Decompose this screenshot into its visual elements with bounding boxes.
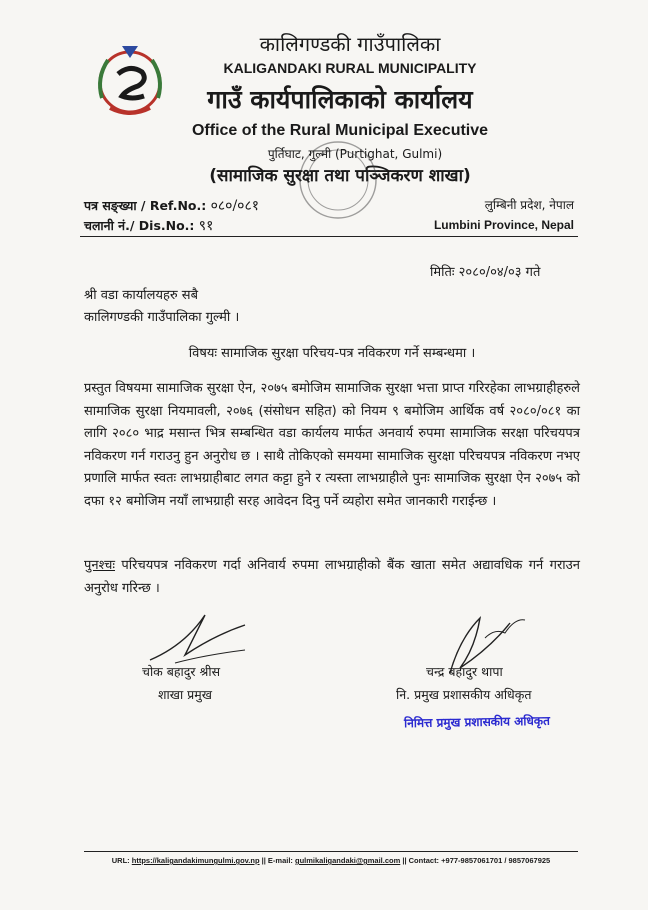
ref-label: पत्र सङ्ख्या / Ref.No.: bbox=[84, 198, 207, 213]
postscript bbox=[84, 555, 580, 600]
letter-date: मितिः २०८०/०४/०३ गते bbox=[430, 265, 541, 280]
postscript-text: परिचयपत्र नविकरण गर्दा अनिवार्य रुपमा लाभग्राहीको बैंक खाता समेत अद्यावधिक गर्न गराउन अनुरोध गरिन्छ । bbox=[84, 558, 580, 596]
signatory-1-title: शाखा प्रमुख bbox=[158, 687, 212, 702]
signature-left bbox=[145, 605, 255, 665]
addressee-line-2: कालिगण्डकी गाउँपालिका गुल्मी । bbox=[84, 310, 240, 325]
office-name-en: Office of the Rural Municipal Executive bbox=[191, 122, 489, 139]
designation-stamp: निमित्त प्रमुख प्रशासकीय अधिकृत bbox=[403, 713, 551, 731]
office-name-np: गाउँ कार्यपालिकाको कार्यालय bbox=[207, 85, 473, 114]
footer-contact-text: || Contact: +977-9857061701 / 9857067925 bbox=[400, 856, 551, 865]
postscript-label: पुनश्चः bbox=[84, 558, 116, 573]
municipality-name-en: KALIGANDAKI RURAL MUNICIPALITY bbox=[223, 60, 477, 76]
body-paragraph: प्रस्तुत विषयमा सामाजिक सुरक्षा ऐन, २०७५ बमोजिम सामाजिक सुरक्षा भत्ता प्राप्त गरिरहेका लाभग्राहीहरुले सामाजिक सुरक्षा नियमावली, २०७६ (संसोधन सहित) को नियम ९ बमोजिम आर्थिक वर्ष २०८०/०८१ का लागि २०८० भाद्र मसान्त भित्र सम्बन्धित वडा कार्यलय मार्फत अनवार्य रुपमा सामाजिक सरक्षा परिचयपत्र नविकरण गर्न गराउनु हुन अनुरोध छ । साथै तोकिएको समयमा सामाजिक सुरक्षा परिचयपत्र नविकरण नभए प्रणालि मार्फत स्वतः लाभग्राहीबाट लगत कट्टा हुने र त्यस्ता लाभग्राहीले पुनः सामाजिक सुरक्षा ऐन २०७५ को दफा १२ बमोजिम नयाँ लाभग्राही सरह आवेदन दिनु पर्ने व्यहोरा समेत जानकारी गराईन्छ । bbox=[84, 381, 580, 509]
province-np: लुम्बिनी प्रदेश, नेपाल bbox=[484, 198, 574, 212]
header-divider bbox=[80, 236, 578, 237]
footer-email-label: || E-mail: bbox=[259, 856, 296, 865]
letter-subject: विषयः सामाजिक सुरक्षा परिचय-पत्र नविकरण गर्ने सम्बन्धमा । bbox=[188, 346, 476, 361]
office-location: पुर्तिघाट, गुल्मी (Purtighat, Gulmi) bbox=[267, 147, 443, 161]
reference-number bbox=[84, 196, 259, 215]
province-en: Lumbini Province, Nepal bbox=[433, 218, 574, 232]
office-seal-stamp bbox=[296, 138, 380, 222]
footer-url-link[interactable]: https://kaligandakimungulmi.gov.np bbox=[131, 856, 260, 865]
footer-divider bbox=[84, 851, 578, 852]
dispatch-number bbox=[84, 216, 213, 235]
footer-email-link[interactable]: gulmikaligandaki@gmail.com bbox=[295, 856, 401, 865]
municipality-name-np: कालिगण्डकी गाउँपालिका bbox=[259, 32, 441, 56]
signatory-2-title: नि. प्रमुख प्रशासकीय अधिकृत bbox=[396, 687, 532, 702]
section-name: (सामाजिक सुरक्षा तथा पञ्जिकरण शाखा) bbox=[209, 166, 471, 186]
dis-label: चलानी नं./ Dis.No.: bbox=[84, 218, 195, 233]
footer-contact bbox=[84, 856, 578, 865]
ref-value: ०८०/०८१ bbox=[210, 198, 260, 214]
signatory-1-name: चोक बहादुर श्रीस bbox=[142, 664, 221, 679]
addressee-line-1: श्री वडा कार्यालयहरु सबै bbox=[84, 288, 199, 303]
footer-url-label: URL: bbox=[111, 856, 132, 865]
dis-value: ९१ bbox=[198, 218, 214, 234]
signatory-2-name: चन्द्र बहादुर थापा bbox=[426, 664, 503, 679]
